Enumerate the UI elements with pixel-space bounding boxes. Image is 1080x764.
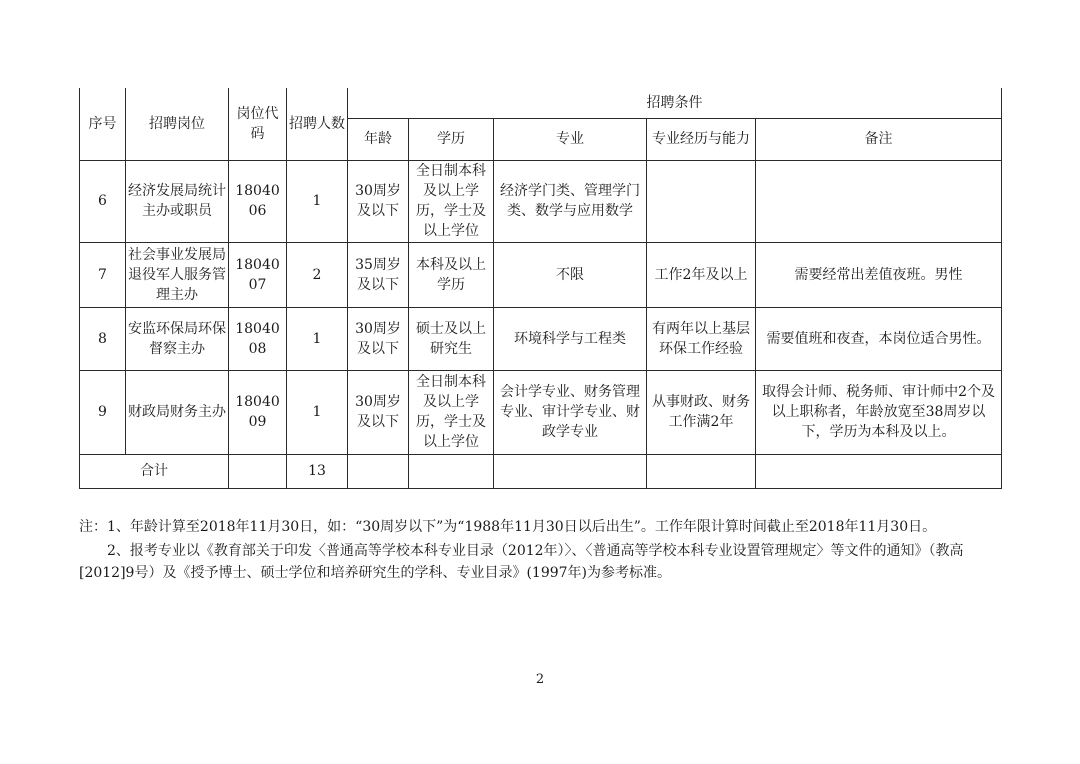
cell-seq: 6 <box>80 160 126 242</box>
cell-count: 2 <box>287 242 348 307</box>
cell-count: 1 <box>287 370 348 454</box>
header-position: 招聘岗位 <box>126 88 229 160</box>
table-row <box>80 242 1002 307</box>
note-2: 2、报考专业以《教育部关于印发〈普通高等学校本科专业目录（2012年）〉、〈普通高等学校本科专业设置管理规定〉等文件的通知》（教高[2012]9号）及《授予博士、硕士学位和培养研究生的学科、专业目录》(1997年)为参考标准。 <box>79 543 964 581</box>
cell-position: 财政局财务主办 <box>126 370 229 454</box>
header-conditions: 招聘条件 <box>348 88 1002 118</box>
cell-major: 环境科学与工程类 <box>494 307 647 370</box>
recruitment-table <box>79 88 1002 489</box>
cell-code: 1804007 <box>229 242 287 307</box>
cell-code: 1804009 <box>229 370 287 454</box>
cell-experience: 有两年以上基层环保工作经验 <box>647 307 756 370</box>
cell-remarks: 需要经常出差值夜班。男性 <box>756 242 1002 307</box>
note-1: 注：1、年龄计算至2018年11月30日，如：“30周岁以下”为“1988年11月30日以后出生”。工作年限计算时间截止至2018年11月30日。 <box>79 519 937 535</box>
total-count: 13 <box>287 454 348 488</box>
cell-age: 30周岁及以下 <box>348 160 409 242</box>
cell-position: 经济发展局统计主办或职员 <box>126 160 229 242</box>
total-label: 合计 <box>80 454 229 488</box>
header-count: 招聘人数 <box>287 88 348 160</box>
cell-age: 30周岁及以下 <box>348 307 409 370</box>
cell-position: 社会事业发展局退役军人服务管理主办 <box>126 242 229 307</box>
total-empty <box>756 454 1002 488</box>
header-remarks: 备注 <box>756 118 1002 160</box>
total-empty <box>647 454 756 488</box>
header-experience: 专业经历与能力 <box>647 118 756 160</box>
cell-count: 1 <box>287 160 348 242</box>
cell-remarks: 取得会计师、税务师、审计师中2个及以上职称者，年龄放宽至38周岁以下，学历为本科及以上。 <box>756 370 1002 454</box>
cell-age: 35周岁及以下 <box>348 242 409 307</box>
total-empty <box>409 454 494 488</box>
cell-experience: 从事财政、财务工作满2年 <box>647 370 756 454</box>
header-row-1 <box>80 88 1002 118</box>
total-empty <box>348 454 409 488</box>
header-age: 年龄 <box>348 118 409 160</box>
header-major: 专业 <box>494 118 647 160</box>
cell-education: 全日制本科及以上学历，学士及以上学位 <box>409 160 494 242</box>
cell-remarks: 需要值班和夜查，本岗位适合男性。 <box>756 307 1002 370</box>
cell-age: 30周岁及以下 <box>348 370 409 454</box>
header-code: 岗位代码 <box>229 88 287 160</box>
total-empty-code <box>229 454 287 488</box>
cell-seq: 7 <box>80 242 126 307</box>
cell-seq: 8 <box>80 307 126 370</box>
header-seq: 序号 <box>80 88 126 160</box>
table-row <box>80 160 1002 242</box>
page-number: 2 <box>535 672 545 687</box>
cell-experience <box>647 160 756 242</box>
cell-education: 全日制本科及以上学历，学士及以上学位 <box>409 370 494 454</box>
cell-position: 安监环保局环保督察主办 <box>126 307 229 370</box>
total-empty <box>494 454 647 488</box>
cell-code: 1804008 <box>229 307 287 370</box>
cell-major: 不限 <box>494 242 647 307</box>
cell-remarks <box>756 160 1002 242</box>
cell-major: 经济学门类、管理学门类、数学与应用数学 <box>494 160 647 242</box>
cell-education: 硕士及以上研究生 <box>409 307 494 370</box>
cell-major: 会计学专业、财务管理专业、审计学专业、财政学专业 <box>494 370 647 454</box>
table-row <box>80 307 1002 370</box>
notes <box>79 516 1001 584</box>
cell-count: 1 <box>287 307 348 370</box>
header-education: 学历 <box>409 118 494 160</box>
cell-seq: 9 <box>80 370 126 454</box>
cell-experience: 工作2年及以上 <box>647 242 756 307</box>
table-row <box>80 370 1002 454</box>
cell-education: 本科及以上学历 <box>409 242 494 307</box>
total-row <box>80 454 1002 488</box>
cell-code: 1804006 <box>229 160 287 242</box>
